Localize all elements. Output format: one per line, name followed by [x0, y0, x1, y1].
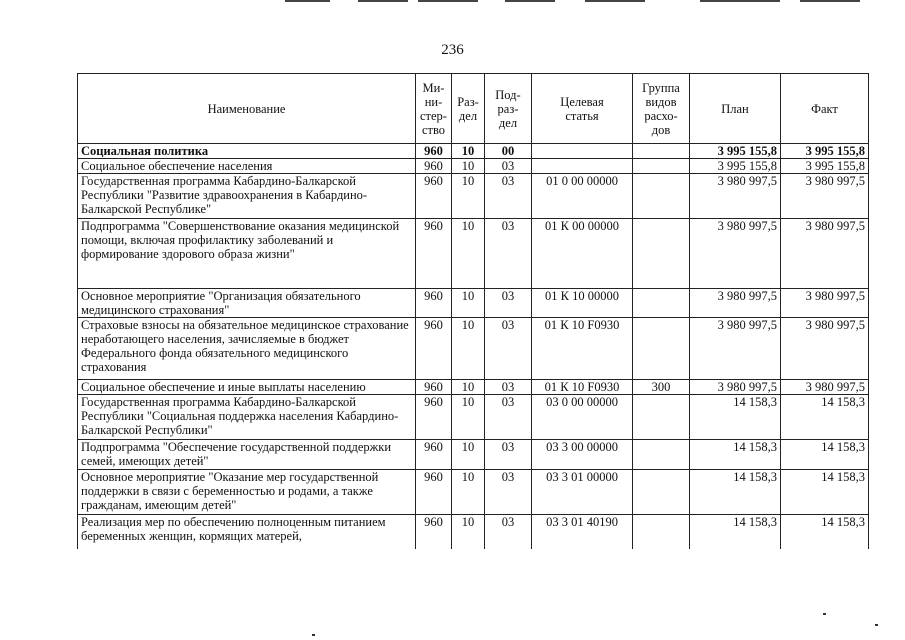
page-number: 236 — [441, 42, 464, 58]
row-subsection: 03 — [485, 395, 532, 440]
row-subsection: 03 — [485, 289, 532, 318]
row-group — [633, 318, 690, 380]
row-plan: 3 980 997,5 — [690, 318, 781, 380]
row-ministry: 960 — [416, 470, 452, 515]
row-ministry: 960 — [416, 144, 452, 159]
row-group — [633, 440, 690, 470]
header-ministry: Ми- ни- стер- ство — [416, 74, 452, 144]
row-group — [633, 159, 690, 174]
table-row — [78, 395, 869, 440]
row-name: Страховые взносы на обязательное медицинское страхование неработающего населения, зачисляемые в бюджет Федерального фонда обязательного медицинского страхования — [78, 318, 416, 380]
row-fact: 3 995 155,8 — [781, 144, 869, 159]
row-plan: 3 980 997,5 — [690, 380, 781, 395]
row-target: 03 3 01 00000 — [532, 470, 633, 515]
row-ministry: 960 — [416, 174, 452, 219]
table-row — [78, 470, 869, 515]
table-row — [78, 174, 869, 219]
row-ministry: 960 — [416, 219, 452, 289]
row-subsection: 03 — [485, 470, 532, 515]
row-target: 01 К 10 F0930 — [532, 380, 633, 395]
row-fact: 14 158,3 — [781, 395, 869, 440]
top-rule — [358, 0, 408, 2]
row-section: 10 — [452, 174, 485, 219]
row-section: 10 — [452, 144, 485, 159]
row-group — [633, 174, 690, 219]
table-row — [78, 515, 869, 549]
row-name: Социальное обеспечение населения — [78, 159, 416, 174]
row-target: 01 К 00 00000 — [532, 219, 633, 289]
header-fact: Факт — [781, 74, 869, 144]
row-target: 03 0 00 00000 — [532, 395, 633, 440]
row-plan: 14 158,3 — [690, 515, 781, 549]
row-target: 03 3 00 00000 — [532, 440, 633, 470]
row-ministry: 960 — [416, 440, 452, 470]
top-rule — [700, 0, 780, 2]
row-target: 03 3 01 40190 — [532, 515, 633, 549]
header-subsection: Под- раз- дел — [485, 74, 532, 144]
row-target: 01 0 00 00000 — [532, 174, 633, 219]
row-section: 10 — [452, 159, 485, 174]
header-name: Наименование — [78, 74, 416, 144]
row-ministry: 960 — [416, 380, 452, 395]
row-section: 10 — [452, 380, 485, 395]
header-target: Целевая статья — [532, 74, 633, 144]
row-subsection: 03 — [485, 174, 532, 219]
table-row — [78, 440, 869, 470]
row-subsection: 03 — [485, 159, 532, 174]
row-ministry: 960 — [416, 289, 452, 318]
table-row — [78, 289, 869, 318]
row-group — [633, 470, 690, 515]
budget-table — [77, 73, 869, 549]
row-name: Подпрограмма "Совершенствование оказания медицинской помощи, включая профилактику заболеваний и формирование здорового образа жизни" — [78, 219, 416, 289]
row-plan: 3 980 997,5 — [690, 174, 781, 219]
row-section: 10 — [452, 289, 485, 318]
row-subsection: 03 — [485, 380, 532, 395]
row-group — [633, 144, 690, 159]
row-fact: 3 980 997,5 — [781, 318, 869, 380]
row-fact: 3 980 997,5 — [781, 380, 869, 395]
row-subsection: 00 — [485, 144, 532, 159]
row-fact: 14 158,3 — [781, 470, 869, 515]
scan-speck — [823, 613, 826, 615]
row-plan: 3 995 155,8 — [690, 159, 781, 174]
top-rule — [285, 0, 330, 2]
scan-speck — [312, 634, 315, 636]
row-name: Государственная программа Кабардино-Балкарской Республики "Развитие здравоохранения в Кабардино-Балкарской Республике" — [78, 174, 416, 219]
row-ministry: 960 — [416, 318, 452, 380]
row-ministry: 960 — [416, 515, 452, 549]
row-ministry: 960 — [416, 395, 452, 440]
row-name: Социальная политика — [78, 144, 416, 159]
table-row — [78, 159, 869, 174]
row-plan: 14 158,3 — [690, 440, 781, 470]
header-plan: План — [690, 74, 781, 144]
top-rule — [418, 0, 478, 2]
top-rule — [800, 0, 860, 2]
row-name: Основное мероприятие "Организация обязательного медицинского страхования" — [78, 289, 416, 318]
row-group — [633, 395, 690, 440]
row-group — [633, 289, 690, 318]
row-subsection: 03 — [485, 440, 532, 470]
row-subsection: 03 — [485, 515, 532, 549]
row-name: Основное мероприятие "Оказание мер государственной поддержки в связи с беременностью и родами, а также гражданам, имеющим детей" — [78, 470, 416, 515]
row-plan: 3 980 997,5 — [690, 289, 781, 318]
row-target: 01 К 10 F0930 — [532, 318, 633, 380]
row-group — [633, 515, 690, 549]
row-fact: 3 980 997,5 — [781, 289, 869, 318]
row-group: 300 — [633, 380, 690, 395]
row-ministry: 960 — [416, 159, 452, 174]
table-row — [78, 144, 869, 159]
header-expense-group: Группа видов расхо- дов — [633, 74, 690, 144]
row-fact: 3 995 155,8 — [781, 159, 869, 174]
row-subsection: 03 — [485, 318, 532, 380]
row-section: 10 — [452, 318, 485, 380]
row-fact: 14 158,3 — [781, 515, 869, 549]
table-header-row — [78, 74, 869, 144]
row-plan: 3 980 997,5 — [690, 219, 781, 289]
row-fact: 14 158,3 — [781, 440, 869, 470]
row-section: 10 — [452, 470, 485, 515]
table-row — [78, 219, 869, 289]
table-row — [78, 380, 869, 395]
row-name: Социальное обеспечение и иные выплаты населению — [78, 380, 416, 395]
row-fact: 3 980 997,5 — [781, 174, 869, 219]
row-section: 10 — [452, 219, 485, 289]
row-group — [633, 219, 690, 289]
row-fact: 3 980 997,5 — [781, 219, 869, 289]
header-section: Раз- дел — [452, 74, 485, 144]
row-section: 10 — [452, 440, 485, 470]
row-plan: 3 995 155,8 — [690, 144, 781, 159]
top-rule — [585, 0, 645, 2]
row-target — [532, 159, 633, 174]
row-target: 01 К 10 00000 — [532, 289, 633, 318]
top-rule — [505, 0, 555, 2]
row-plan: 14 158,3 — [690, 470, 781, 515]
row-subsection: 03 — [485, 219, 532, 289]
row-target — [532, 144, 633, 159]
table-row — [78, 318, 869, 380]
row-plan: 14 158,3 — [690, 395, 781, 440]
row-section: 10 — [452, 395, 485, 440]
row-name: Реализация мер по обеспечению полноценным питанием беременных женщин, кормящих матерей, — [78, 515, 416, 549]
row-section: 10 — [452, 515, 485, 549]
row-name: Государственная программа Кабардино-Балкарской Республики "Социальная поддержка населения Кабардино-Балкарской Республики" — [78, 395, 416, 440]
row-name: Подпрограмма "Обеспечение государственной поддержки семей, имеющих детей" — [78, 440, 416, 470]
scan-speck — [875, 624, 878, 626]
